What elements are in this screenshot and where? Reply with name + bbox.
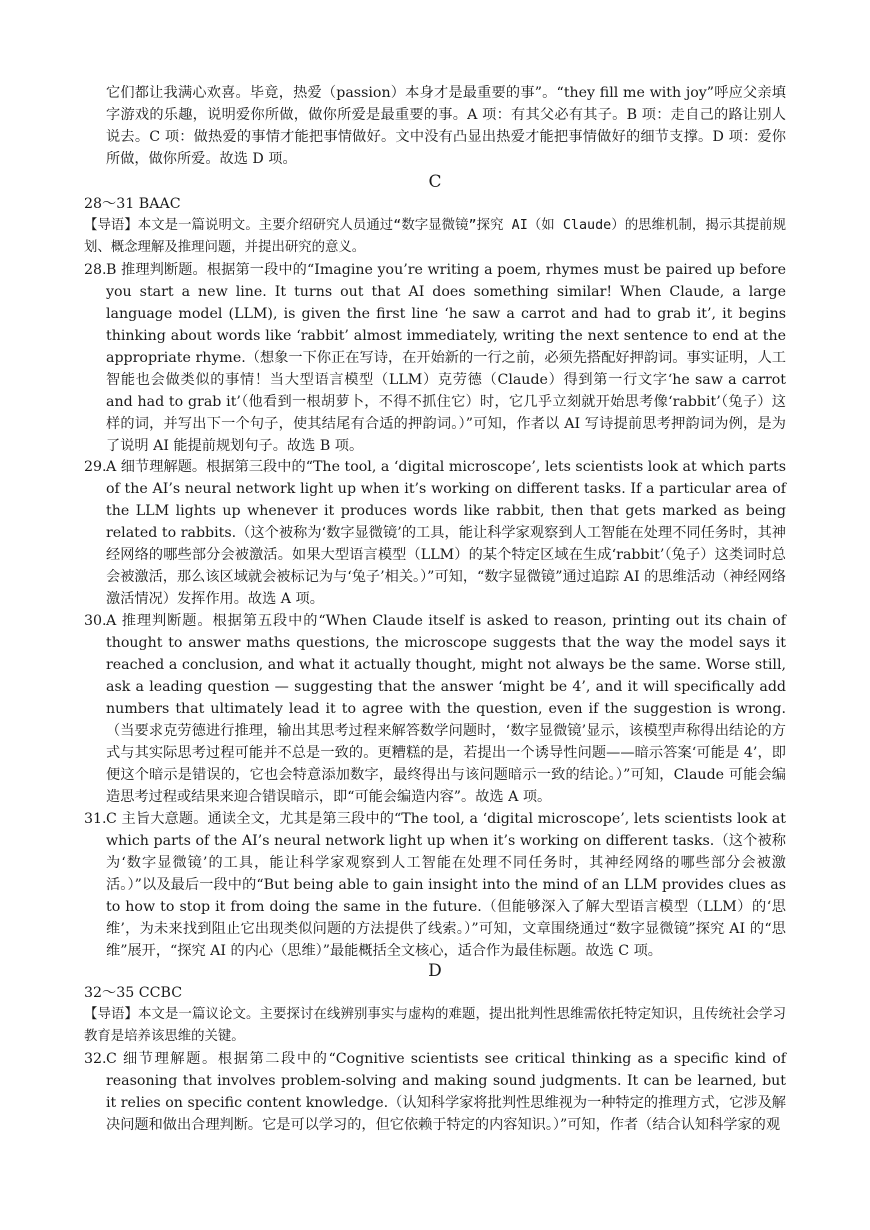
question-number: 28. <box>84 262 107 278</box>
intro-paragraph: 它们都让我满心欢喜。毕竟，热爱（passion）本身才是最重要的事”。“they fill me with joy”呼应父亲填字游戏的乐趣，说明爱你所做，做你所爱是最重要的事。A 项：有其父必有其子。B 项：走自己的路让别人说去。C 项：做热爱的事情才能把事情做好。文中没有凸显出热爱才能把事情做好的细节支撑。D 项：爱你所做，做你所爱。故选 D 项。 <box>106 85 786 167</box>
section-c-answer-range: 28～31 BAAC <box>84 196 181 212</box>
question-28 <box>84 259 786 457</box>
question-explanation: B 推理判断题。根据第一段中的“Imagine you’re writing a poem, rhymes must be paired up before you start a new line. It turns out that AI does something similar! When Claude, a large language model (LLM), is given the first line ‘he saw a carrot and had to grab it’, it begins thinking about words like ‘rabbit’ almost immediately, writing the next sentence to end at the appropriate rhyme.（想象一下你正在写诗，在开始新的一行之前，必须先搭配好押韵词。事实证明，人工智能也会做类似的事情！当大型语言模型（LLM）克劳德（Claude）得到第一行文字‘he saw a carrot and had to grab it’（他看到一根胡萝卜，不得不抓住它）时，它几乎立刻就开始思考像‘rabbit’（兔子）这样的词，并写出下一个句子，使其结尾有合适的押韵词。）”可知，作者以 AI 写诗提前思考押韵词为例，是为了说明 AI 能提前规划句子。故选 B 项。 <box>106 262 786 454</box>
question-explanation: C 主旨大意题。通读全文，尤其是第三段中的“The tool, a ‘digital microscope’, lets scientists look at which parts of the AI’s neural network light up when it’s working on different tasks.（这个被称为‘数字显微镜’的工具，能让科学家观察到人工智能在处理不同任务时，其神经网络的哪些部分会被激活。）”以及最后一段中的“But being able to gain insight into the mind of an LLM provides clues as to how to stop it from doing the same in the future.（但能够深入了解大型语言模型（LLM）的‘思维’，为未来找到阻止它出现类似问题的方法提供了线索。）”可知，文章围绕通过“数字显微镜”探究 AI 的“思维”展开，“探究 AI 的内心（思维）”最能概括全文核心，适合作为最佳标题。故选 C 项。 <box>106 811 786 959</box>
question-number: 32. <box>84 1051 107 1067</box>
section-d-guide: 【导语】本文是一篇议论文。主要探讨在线辨别事实与虚构的难题，提出批判性思维需依托特定知识，且传统社会学习教育是培养该思维的关键。 <box>84 1007 786 1044</box>
question-number: 31. <box>84 811 107 827</box>
question-number: 29. <box>84 459 107 475</box>
section-c-heading: C <box>428 172 442 192</box>
section-d-answer-range: 32～35 CCBC <box>84 985 183 1001</box>
question-31 <box>84 808 786 962</box>
question-explanation: A 细节理解题。根据第三段中的“The tool, a ‘digital microscope’, lets scientists look at which parts of the AI’s neural network light up when it’s working on different tasks. If a particular area of the LLM lights up whenever it produces words like rabbit, then that gets marked as being related to rabbits.（这个被称为‘数字显微镜’的工具，能让科学家观察到人工智能在处理不同任务时，其神经网络的哪些部分会被激活。如果大型语言模型（LLM）的某个特定区域在生成‘rabbit’（兔子）这类词时总会被激活，那么该区域就会被标记为与‘兔子’相关。）”可知，“数字显微镜”通过追踪 AI 的思维活动（神经网络激活情况）发挥作用。故选 A 项。 <box>106 459 786 607</box>
question-number: 30. <box>84 613 107 629</box>
question-32 <box>84 1048 786 1136</box>
section-d-heading: D <box>428 961 442 981</box>
question-explanation: C 细节理解题。根据第二段中的“Cognitive scientists see critical thinking as a specific kind of reasoning that involves problem-solving and making sound judgments. It can be learned, but it relies on specific content knowledge.（认知科学家将批判性思维视为一种特定的推理方式，它涉及解决问题和做出合理判断。它是可以学习的，但它依赖于特定的内容知识。）”可知，作者（结合认知科学家的观 <box>106 1051 786 1133</box>
section-c-guide: 【导语】本文是一篇说明文。主要介绍研究人员通过“数字显微镜”探究 AI（如 Claude）的思维机制，揭示其提前规划、概念理解及推理问题，并提出研究的意义。 <box>84 218 786 255</box>
question-explanation: A 推理判断题。根据第五段中的“When Claude itself is asked to reason, printing out its chain of thought to answer maths questions, the microscope suggests that the way the model says it reached a conclusion, and what it actually thought, might not always be the same. Worse still, ask a leading question — suggesting that the answer ‘might be 4’, and it will specifically add numbers that ultimately lead it to agree with the question, even if the suggestion is wrong.（当要求克劳德进行推理，输出其思考过程来解答数学问题时，‘数字显微镜’显示，该模型声称得出结论的方式与其实际思考过程可能并不总是一致的。更糟糕的是，若提出一个诱导性问题——暗示答案‘可能是 4’，即便这个暗示是错误的，它也会特意添加数字，最终得出与该问题暗示一致的结论。）”可知，Claude 可能会编造思考过程或结果来迎合错误暗示，即“可能会编造内容”。故选 A 项。 <box>106 613 786 805</box>
question-29 <box>84 456 786 610</box>
question-30 <box>84 610 786 808</box>
